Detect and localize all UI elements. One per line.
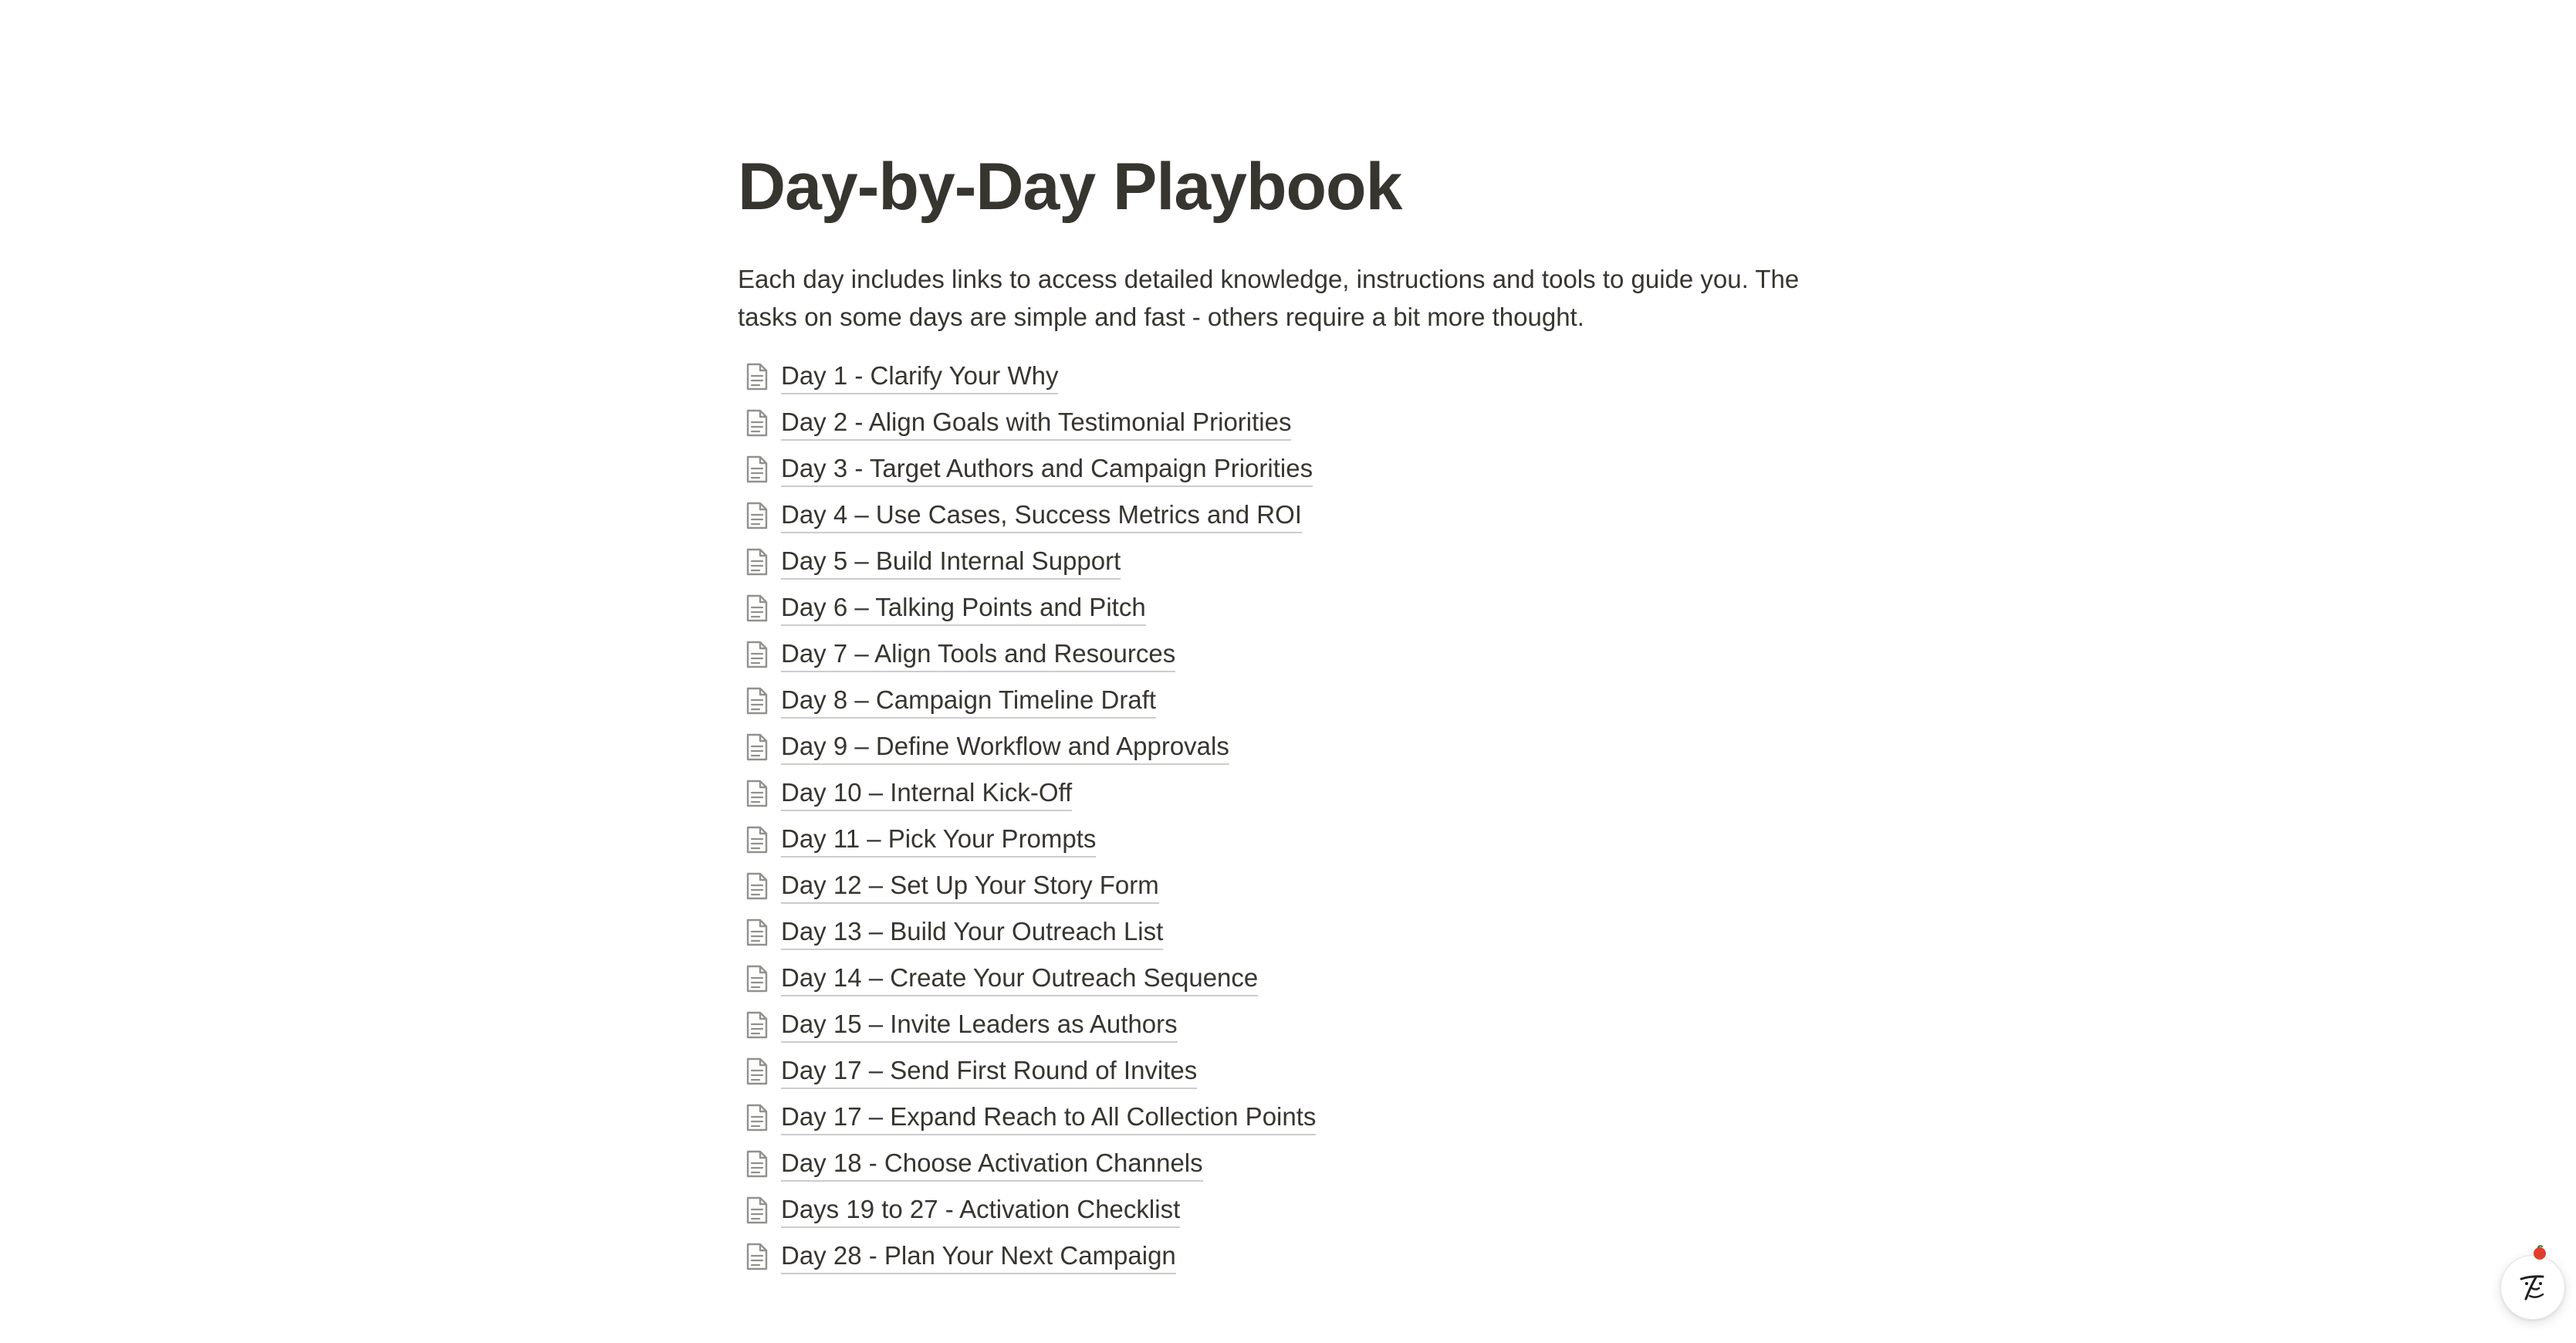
page-link-label[interactable]: Day 17 – Send First Round of Invites xyxy=(781,1054,1197,1089)
page-link-item[interactable] xyxy=(738,631,1316,678)
page-icon xyxy=(742,963,772,994)
page-link-label[interactable]: Day 2 - Align Goals with Testimonial Priorities xyxy=(781,405,1291,441)
page-link-item[interactable] xyxy=(738,770,1316,817)
page-icon xyxy=(742,546,772,577)
page-link-item[interactable] xyxy=(738,492,1316,539)
page-icon xyxy=(742,500,772,531)
page-link-item[interactable] xyxy=(738,1141,1316,1187)
page-icon xyxy=(742,1148,772,1179)
page-link-label[interactable]: Day 1 - Clarify Your Why xyxy=(781,359,1058,394)
page-link-item[interactable] xyxy=(738,956,1316,1002)
page-link-item[interactable] xyxy=(738,585,1316,631)
page-icon xyxy=(742,593,772,624)
notion-ai-face-icon xyxy=(2515,1270,2551,1305)
page-icon xyxy=(742,408,772,438)
page-link-item[interactable] xyxy=(738,817,1316,863)
page-icon xyxy=(742,685,772,716)
page-link-item[interactable] xyxy=(738,446,1316,492)
page-link-label[interactable]: Day 13 – Build Your Outreach List xyxy=(781,915,1163,950)
page-link-label[interactable]: Day 14 – Create Your Outreach Sequence xyxy=(781,961,1258,996)
page-link-label[interactable]: Day 10 – Internal Kick-Off xyxy=(781,776,1072,811)
page-icon xyxy=(742,1010,772,1040)
page-link-label[interactable]: Day 3 - Target Authors and Campaign Priorities xyxy=(781,452,1313,487)
page-icon xyxy=(742,917,772,948)
page-link-item[interactable] xyxy=(738,539,1316,585)
page-link-label[interactable]: Day 12 – Set Up Your Story Form xyxy=(781,868,1159,904)
page-title: Day-by-Day Playbook xyxy=(738,150,1402,224)
page-link-label[interactable]: Day 28 - Plan Your Next Campaign xyxy=(781,1239,1176,1274)
page-intro-text: Each day includes links to access detailed knowledge, instructions and tools to guide you. The tasks on some days are simple and fast - others require a bit more thought. xyxy=(738,265,1800,331)
page-icon xyxy=(742,824,772,855)
page-link-item[interactable] xyxy=(738,724,1316,770)
page-link-label[interactable]: Day 4 – Use Cases, Success Metrics and ROI xyxy=(781,498,1302,533)
page-link-label[interactable]: Days 19 to 27 - Activation Checklist xyxy=(781,1192,1180,1228)
page-link-label[interactable]: Day 11 – Pick Your Prompts xyxy=(781,822,1096,858)
page-icon xyxy=(742,1241,772,1272)
page-link-label[interactable]: Day 7 – Align Tools and Resources xyxy=(781,637,1175,672)
page-link-label[interactable]: Day 8 – Campaign Timeline Draft xyxy=(781,683,1156,719)
page-link-label[interactable]: Day 17 – Expand Reach to All Collection Points xyxy=(781,1100,1316,1135)
page-link-label[interactable]: Day 15 – Invite Leaders as Authors xyxy=(781,1007,1178,1043)
page-icon xyxy=(742,454,772,485)
page-icon xyxy=(742,732,772,763)
page-icon xyxy=(742,778,772,809)
page-icon xyxy=(742,1056,772,1087)
page-link-item[interactable] xyxy=(738,1233,1316,1280)
page-link-label[interactable]: Day 9 – Define Workflow and Approvals xyxy=(781,729,1229,765)
page-link-item[interactable] xyxy=(738,400,1316,446)
page-link-item[interactable] xyxy=(738,1187,1316,1233)
page-link-item[interactable] xyxy=(738,1002,1316,1048)
page-link-item[interactable] xyxy=(738,909,1316,956)
page-link-item[interactable] xyxy=(738,863,1316,909)
page-link-list xyxy=(738,354,1316,1280)
notion-ai-button[interactable] xyxy=(2500,1255,2565,1320)
page-link-item[interactable] xyxy=(738,1048,1316,1094)
page-icon xyxy=(742,1102,772,1133)
page-link-label[interactable]: Day 18 - Choose Activation Channels xyxy=(781,1146,1203,1182)
page-link-label[interactable]: Day 5 – Build Internal Support xyxy=(781,544,1121,580)
page-icon xyxy=(742,361,772,392)
notification-badge-icon xyxy=(2531,1244,2548,1261)
page-link-item[interactable] xyxy=(738,354,1316,400)
page-link-label[interactable]: Day 6 – Talking Points and Pitch xyxy=(781,590,1146,626)
page-icon xyxy=(742,1195,772,1226)
page-icon xyxy=(742,871,772,902)
page-link-item[interactable] xyxy=(738,1094,1316,1141)
page-link-item[interactable] xyxy=(738,678,1316,724)
page-icon xyxy=(742,639,772,670)
